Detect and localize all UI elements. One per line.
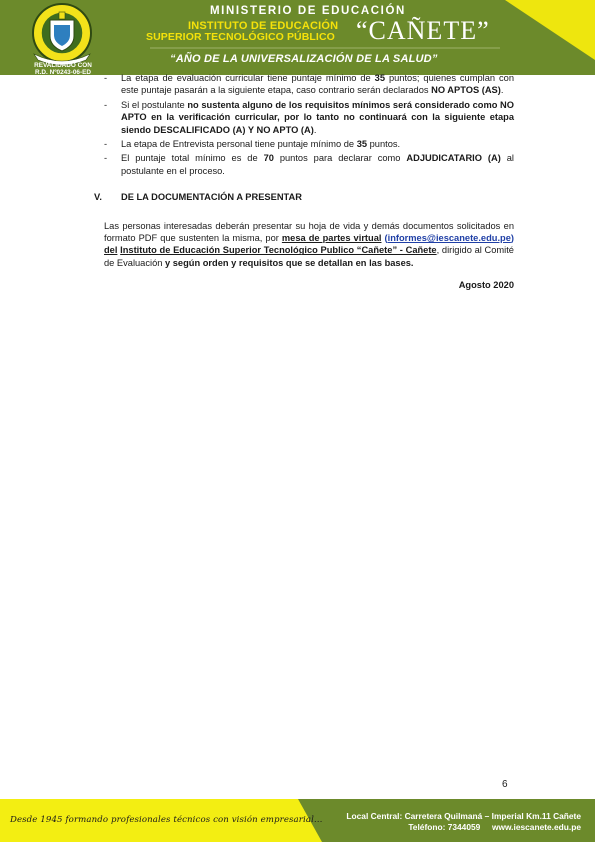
text-run: Las personas interesadas deberán presentar su hoja de vida y demás documentos solicitados en formato PDF que sustenten la misma, por <box>104 220 514 244</box>
text-run: . <box>313 124 317 135</box>
email-link[interactable]: informes@iescanete.edu.pe <box>387 233 511 244</box>
text-run: ) <box>510 233 514 244</box>
footer-slogan: Desde 1945 formando profesionales técnicos con visión empresarial… <box>10 815 323 825</box>
page-footer <box>0 799 595 842</box>
text-run-bold: del <box>104 245 118 256</box>
text-run-bold: NO APTOS (AS) <box>431 85 501 96</box>
text-run: puntos. <box>367 139 401 150</box>
institute-reference: Instituto de Educación Superior Tecnológico Publico “Cañete” - Cañete <box>120 245 437 256</box>
address-line2: Teléfono: 7344059 www.iescanete.edu.pe <box>408 822 581 832</box>
year-motto: “AÑO DE LA UNIVERSALIZACIÓN DE LA SALUD” <box>170 53 438 65</box>
section-title: DE LA DOCUMENTACIÓN A PRESENTAR <box>121 192 302 203</box>
ministry-title: MINISTERIO DE EDUCACIÓN <box>210 5 406 17</box>
requirements-list <box>104 72 514 177</box>
bullet-dash: - <box>104 153 108 164</box>
revalidado-line2: R.D. Nº0243-06-ED <box>35 69 91 76</box>
list-item <box>104 72 514 97</box>
text-run: La etapa de evaluación curricular tiene puntaje mínimo de <box>121 73 375 83</box>
revalidado-line1: REVALIDADO CON <box>34 62 92 69</box>
text-run: ( <box>381 233 388 244</box>
document-date: Agosto 2020 <box>458 280 514 291</box>
text-run: El puntaje total mínimo es de <box>121 153 264 164</box>
revalidado-note <box>22 62 104 76</box>
institute-line2: SUPERIOR TECNOLÓGICO PÚBLICO <box>146 31 335 43</box>
mesa-de-partes-text: mesa de partes virtual <box>281 233 382 244</box>
text-run-bold: y según orden y requisitos que se detallan en las bases. <box>165 257 414 268</box>
document-body <box>94 72 514 292</box>
text-run: Si el postulante <box>121 99 188 110</box>
institute-name: “CAÑETE” <box>356 16 490 45</box>
institute-line1: INSTITUTO DE EDUCACIÓN <box>188 20 339 32</box>
page-header <box>0 0 595 75</box>
footer-address <box>346 811 581 833</box>
text-run-bold: 35 <box>374 73 385 83</box>
text-run: . <box>500 85 504 96</box>
bullet-dash: - <box>104 73 108 83</box>
bullet-dash: - <box>104 139 108 150</box>
text-run: al postulante en el proceso. <box>121 153 514 176</box>
text-run-bold: ADJUDICATARIO (A) <box>406 153 501 164</box>
text-run-bold: 35 <box>356 139 368 150</box>
list-item <box>104 99 514 136</box>
section-heading <box>94 191 514 203</box>
documentation-paragraph <box>104 220 514 270</box>
institute-logo <box>28 2 96 68</box>
text-run: , dirigido al Comité de Evaluación <box>104 245 514 268</box>
page-number: 6 <box>502 779 508 790</box>
text-run: puntos para declarar como <box>273 153 407 164</box>
text-run-bold: 70 <box>263 153 274 164</box>
text-run-bold: no sustenta alguno de los requisitos mínimos será considerado como NO APTO en la verificación curricular, por lo tanto no continuará con la siguiente etapa siendo DESCALIFICADO (A) Y NO APTO (A) <box>121 99 514 135</box>
address-line1: Local Central: Carretera Quilmaná – Imperial Km.11 Cañete <box>346 811 581 821</box>
bullet-dash: - <box>104 99 108 110</box>
section-number: V. <box>94 192 102 203</box>
list-item <box>104 138 514 150</box>
list-item <box>104 152 514 177</box>
text-run: La etapa de Entrevista personal tiene puntaje mínimo de <box>121 139 357 150</box>
text-run: puntos; quienes cumplan con este puntaje pasarán a la siguiente etapa, caso contrario serán declarados <box>121 73 514 96</box>
